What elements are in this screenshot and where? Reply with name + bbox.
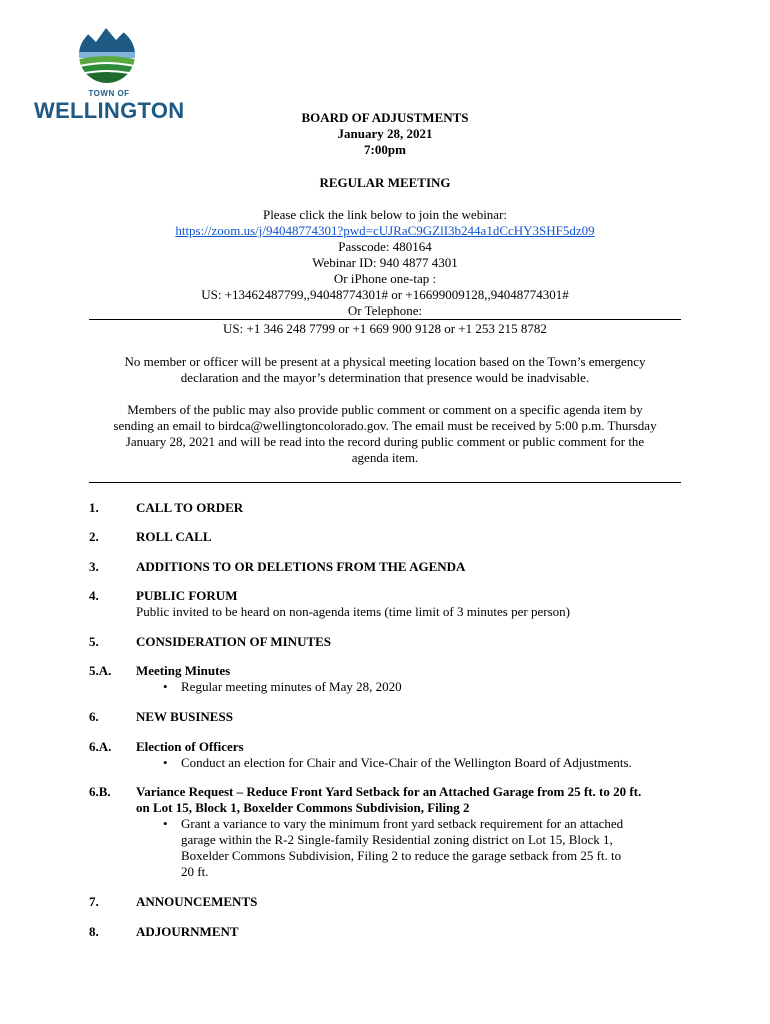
bullet-text-line2: garage within the R-2 Single-family Residential zoning district on Lot 15, Block 1, (181, 832, 613, 847)
item-number: 6. (89, 709, 99, 724)
meeting-time: 7:00pm (364, 142, 406, 157)
item-title: CONSIDERATION OF MINUTES (136, 634, 332, 649)
bullet-text: Conduct an election for Chair and Vice-Chair of the Wellington Board of Adjustments. (181, 755, 632, 770)
item-number: 8. (89, 924, 99, 939)
item-title: Meeting Minutes (136, 663, 231, 678)
join-intro: Please click the link below to join the webinar: (262, 207, 508, 222)
divider-agenda (89, 482, 681, 483)
bullet-icon: • (163, 816, 168, 831)
list-item (136, 679, 686, 695)
link-row (100, 223, 670, 239)
item-number: 1. (89, 500, 99, 515)
item-title: PUBLIC FORUM (136, 588, 238, 603)
item-title: ADDITIONS TO OR DELETIONS FROM THE AGENDA (136, 559, 466, 574)
board-title: BOARD OF ADJUSTMENTS (301, 110, 469, 125)
item-number: 6.A. (89, 739, 112, 754)
bullet-icon: • (163, 679, 168, 694)
notice-physical-line2: declaration and the mayor’s determination that presence would be inadvisable. (180, 370, 590, 385)
list-item (136, 816, 686, 880)
notice-comment-line1: Members of the public may also provide public comment or comment on a specific agenda item by (127, 402, 643, 417)
item-title-line2: on Lot 15, Block 1, Boxelder Commons Subdivision, Filing 2 (136, 800, 470, 815)
town-emblem-icon (76, 24, 138, 86)
bullet-text: Regular meeting minutes of May 28, 2020 (181, 679, 402, 694)
bullet-text-line1: Grant a variance to vary the minimum front yard setback requirement for an attached (181, 816, 624, 831)
item-description: Public invited to be heard on non-agenda items (time limit of 3 minutes per person) (136, 604, 570, 619)
notice-comment-line4: agenda item. (351, 450, 419, 465)
item-title: ANNOUNCEMENTS (136, 894, 258, 909)
telephone-label: Or Telephone: (347, 303, 423, 318)
item-number: 6.B. (89, 784, 111, 799)
item-title: NEW BUSINESS (136, 709, 233, 724)
item-title: ADJOURNMENT (136, 924, 239, 939)
item-number: 7. (89, 894, 99, 909)
meeting-date: January 28, 2021 (337, 126, 433, 141)
iphone-label: Or iPhone one-tap : (333, 271, 437, 286)
notice-comment-line3: January 28, 2021 and will be read into the record during public comment or public comment for the (125, 434, 645, 449)
item-number: 5. (89, 634, 99, 649)
logo-wellington: WELLINGTON (34, 98, 185, 123)
webinar-id: Webinar ID: 940 4877 4301 (312, 255, 458, 270)
item-title: CALL TO ORDER (136, 500, 244, 515)
bullet-text-line4: 20 ft. (181, 864, 209, 879)
notice-comment-line2: sending an email to birdca@wellingtoncolorado.gov. The email must be received by 5:00 p.m. Thursday (113, 418, 657, 433)
bullet-icon: • (163, 755, 168, 770)
item-title: Election of Officers (136, 739, 244, 754)
telephone-numbers: US: +1 346 248 7799 or +1 669 900 9128 or +1 253 215 8782 (223, 321, 547, 336)
meeting-type: REGULAR MEETING (319, 175, 451, 190)
iphone-numbers: US: +13462487799,,94048774301# or +16699009128,,94048774301# (201, 287, 569, 302)
item-title: ROLL CALL (136, 529, 212, 544)
item-number: 2. (89, 529, 99, 544)
item-number: 4. (89, 588, 99, 603)
item-number: 5.A. (89, 663, 112, 678)
item-number: 3. (89, 559, 99, 574)
zoom-link[interactable]: https://zoom.us/j/94048774301?pwd=cUJRaC9GZlI3b244a1dCcHY3SHF5dz09 (175, 223, 595, 238)
item-title-line1: Variance Request – Reduce Front Yard Setback for an Attached Garage from 25 ft. to 20 ft. (136, 784, 642, 799)
notice-physical-line1: No member or officer will be present at a physical meeting location based on the Town’s emergency (124, 354, 646, 369)
passcode: Passcode: 480164 (338, 239, 432, 254)
town-logo (34, 24, 185, 124)
bullet-text-line3: Boxelder Commons Subdivision, Filing 2 to reduce the garage setback from 25 ft. to (181, 848, 622, 863)
logo-town-of: TOWN OF (88, 89, 130, 98)
list-item (136, 755, 686, 771)
divider-top (89, 319, 681, 320)
